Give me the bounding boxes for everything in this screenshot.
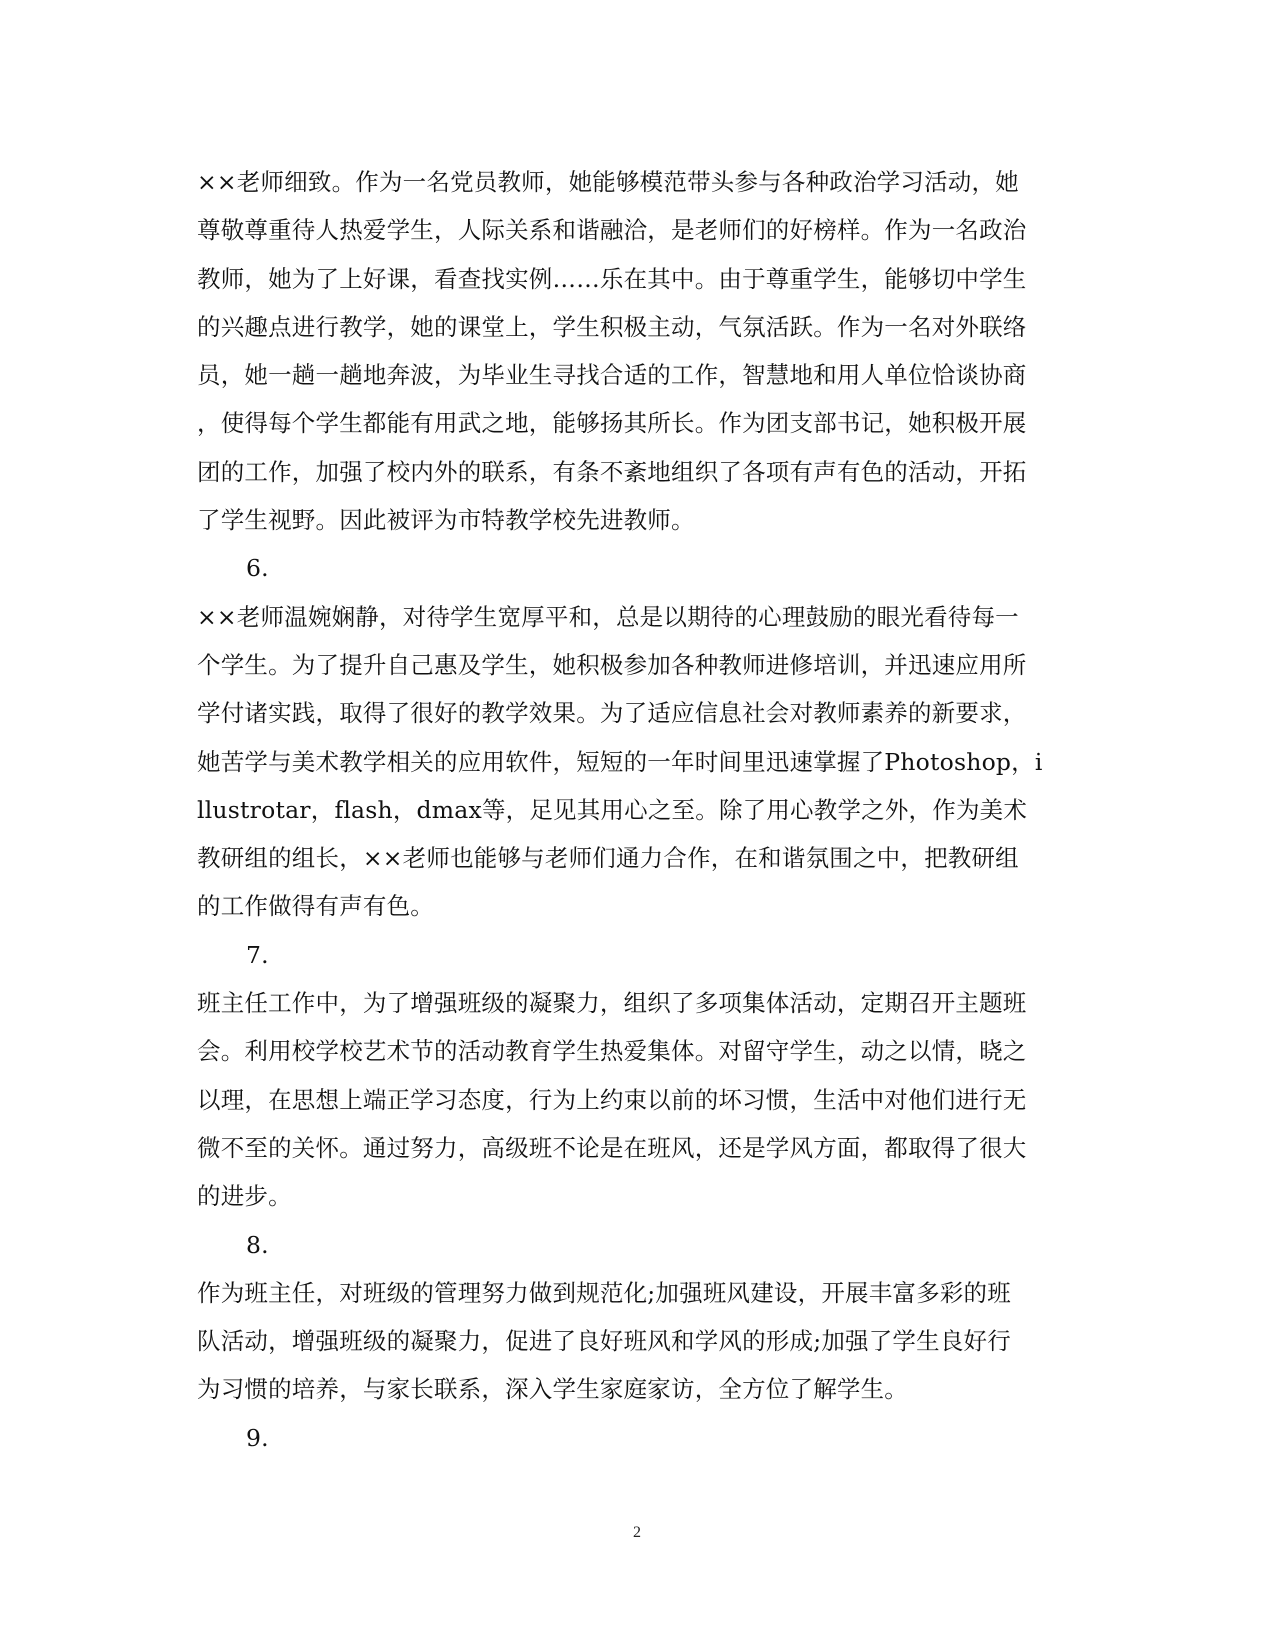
body-text [197, 158, 1077, 1462]
page-number: 2 [633, 1524, 641, 1541]
text-line: 作为班主任，对班级的管理努力做到规范化;加强班风建设，开展丰富多彩的班 [197, 1278, 1011, 1307]
text-line: 个学生。为了提升自己惠及学生，她积极参加各种教师进修培训，并迅速应用所 [197, 650, 1027, 679]
text-line: 以理，在思想上端正学习态度，行为上约束以前的坏习惯，生活中对他们进行无 [197, 1085, 1027, 1114]
text-line: 班主任工作中，为了增强班级的凝聚力，组织了多项集体活动，定期召开主题班 [197, 989, 1027, 1018]
text-line: 了学生视野。因此被评为市特教学校先进教师。 [197, 506, 695, 535]
text-line: 的进步。 [197, 1182, 292, 1211]
text-line: 教研组的组长，××老师也能够与老师们通力合作，在和谐氛围之中，把教研组 [197, 844, 1019, 873]
text-line: 队活动，增强班级的凝聚力，促进了良好班风和学风的形成;加强了学生良好行 [197, 1327, 1011, 1356]
item-number: 9. [246, 1423, 269, 1452]
text-line: 教师，她为了上好课，看查找实例……乐在其中。由于尊重学生，能够切中学生 [197, 264, 1027, 293]
text-line: 微不至的关怀。通过努力，高级班不论是在班风，还是学风方面，都取得了很大 [197, 1133, 1027, 1162]
text-line: 员，她一趟一趟地奔波，为毕业生寻找合适的工作，智慧地和用人单位恰谈协商 [197, 361, 1027, 390]
text-line: 的兴趣点进行教学，她的课堂上，学生积极主动，气氛活跃。作为一名对外联络 [197, 312, 1027, 341]
text-line: 的工作做得有声有色。 [197, 892, 434, 921]
text-line: 会。利用校学校艺术节的活动教育学生热爱集体。对留守学生，动之以情，晓之 [197, 1037, 1027, 1066]
text-line: 团的工作，加强了校内外的联系，有条不紊地组织了各项有声有色的活动，开拓 [197, 457, 1027, 486]
text-line: llustrotar，flash，dmax等，足见其用心之至。除了用心教学之外，作为美术 [197, 795, 1028, 824]
text-line: ××老师细致。作为一名党员教师，她能够模范带头参与各种政治学习活动，她 [197, 168, 1019, 196]
text-line: 尊敬尊重待人热爱学生，人际关系和谐融洽，是老师们的好榜样。作为一名政治 [197, 216, 1027, 245]
text-line: 学付诸实践，取得了很好的教学效果。为了适应信息社会对教师素养的新要求， [197, 699, 1027, 728]
text-line: 为习惯的培养，与家长联系，深入学生家庭家访，全方位了解学生。 [197, 1375, 908, 1404]
text-line: ，使得每个学生都能有用武之地，能够扬其所长。作为团支部书记，她积极开展 [197, 409, 1027, 438]
text-line: ××老师温婉娴静，对待学生宽厚平和，总是以期待的心理鼓励的眼光看待每一 [197, 602, 1019, 631]
item-number: 6. [246, 554, 269, 583]
item-number: 8. [246, 1230, 269, 1259]
item-number: 7. [246, 940, 269, 969]
text-line: 她苦学与美术教学相关的应用软件，短短的一年时间里迅速掌握了Photoshop，i [197, 747, 1043, 776]
